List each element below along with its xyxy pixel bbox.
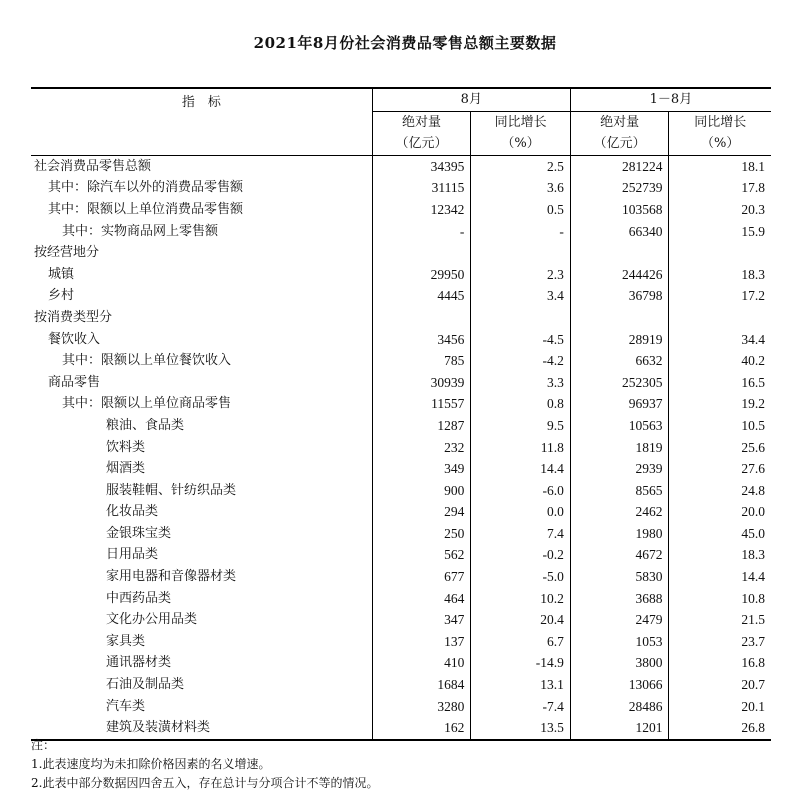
jan-aug-absolute <box>570 307 669 329</box>
august-absolute: 349 <box>372 458 471 480</box>
jan-aug-growth: 20.3 <box>669 199 771 221</box>
august-absolute: 137 <box>372 631 471 653</box>
jan-aug-absolute: 252305 <box>570 372 669 394</box>
period-header-jan-aug: 1－8月 <box>570 88 771 111</box>
table-row <box>31 458 771 480</box>
jan-aug-absolute: 252739 <box>570 177 669 199</box>
august-absolute: 1684 <box>372 674 471 696</box>
august-growth: 3.6 <box>471 177 571 199</box>
jan-aug-growth: 19.2 <box>669 393 771 415</box>
jan-aug-absolute: 281224 <box>570 155 669 177</box>
august-absolute: 162 <box>372 717 471 740</box>
jan-aug-growth: 17.8 <box>669 177 771 199</box>
abs-header-jan-aug <box>570 111 669 155</box>
row-label: 中西药品类 <box>106 590 172 606</box>
table-row <box>31 588 771 610</box>
jan-aug-growth <box>669 242 771 264</box>
row-label: 家用电器和音像器材类 <box>106 569 237 585</box>
august-growth: 10.2 <box>471 588 571 610</box>
august-growth: 9.5 <box>471 415 571 437</box>
august-growth: 0.0 <box>471 501 571 523</box>
jan-aug-absolute: 2479 <box>570 609 669 631</box>
august-absolute: 3280 <box>372 696 471 718</box>
row-label: 服装鞋帽、针纺织品类 <box>106 482 237 498</box>
table-row <box>31 523 771 545</box>
table-row <box>31 221 771 243</box>
jan-aug-absolute: 36798 <box>570 285 669 307</box>
row-label: 粮油、食品类 <box>106 417 185 433</box>
jan-aug-absolute: 8565 <box>570 480 669 502</box>
table-row <box>31 501 771 523</box>
jan-aug-growth: 25.6 <box>669 437 771 459</box>
jan-aug-absolute: 28919 <box>570 329 669 351</box>
table-row <box>31 329 771 351</box>
august-absolute: 1287 <box>372 415 471 437</box>
table-row <box>31 566 771 588</box>
august-absolute <box>372 242 471 264</box>
august-growth: 0.5 <box>471 199 571 221</box>
august-growth <box>471 242 571 264</box>
jan-aug-growth: 10.8 <box>669 588 771 610</box>
august-absolute: - <box>372 221 471 243</box>
jan-aug-absolute: 103568 <box>570 199 669 221</box>
august-growth: -6.0 <box>471 480 571 502</box>
row-label: 其中：限额以上单位消费品零售额 <box>48 201 244 217</box>
row-label: 金银珠宝类 <box>106 525 172 541</box>
growth-header-jan-aug <box>669 111 771 155</box>
table-row <box>31 155 771 177</box>
august-absolute: 562 <box>372 544 471 566</box>
august-absolute: 677 <box>372 566 471 588</box>
row-label: 其中：限额以上单位商品零售 <box>62 396 232 412</box>
row-label: 其中：除汽车以外的消费品零售额 <box>48 180 244 196</box>
jan-aug-growth: 27.6 <box>669 458 771 480</box>
jan-aug-absolute: 2939 <box>570 458 669 480</box>
table-row <box>31 264 771 286</box>
jan-aug-growth: 26.8 <box>669 717 771 740</box>
jan-aug-absolute: 96937 <box>570 393 669 415</box>
jan-aug-absolute: 3688 <box>570 588 669 610</box>
jan-aug-growth: 40.2 <box>669 350 771 372</box>
jan-aug-absolute: 28486 <box>570 696 669 718</box>
growth-header-august <box>471 111 571 155</box>
row-label: 其中：限额以上单位餐饮收入 <box>62 353 232 369</box>
row-label: 建筑及装潢材料类 <box>31 717 372 740</box>
jan-aug-growth: 14.4 <box>669 566 771 588</box>
jan-aug-growth: 15.9 <box>669 221 771 243</box>
august-growth: 3.3 <box>471 372 571 394</box>
august-growth: 0.8 <box>471 393 571 415</box>
jan-aug-growth: 23.7 <box>669 631 771 653</box>
jan-aug-absolute: 1201 <box>570 717 669 740</box>
table-row <box>31 696 771 718</box>
august-absolute: 347 <box>372 609 471 631</box>
footnote-label: 注： <box>31 738 56 752</box>
jan-aug-absolute: 13066 <box>570 674 669 696</box>
row-label: 商品零售 <box>48 374 101 390</box>
jan-aug-growth: 18.3 <box>669 264 771 286</box>
table-row <box>31 544 771 566</box>
august-absolute: 29950 <box>372 264 471 286</box>
jan-aug-absolute: 6632 <box>570 350 669 372</box>
table-row <box>31 307 771 329</box>
jan-aug-growth: 20.1 <box>669 696 771 718</box>
table-row <box>31 350 771 372</box>
jan-aug-growth: 45.0 <box>669 523 771 545</box>
august-growth: -7.4 <box>471 696 571 718</box>
growth-header-line2: （%） <box>501 136 540 152</box>
august-absolute: 294 <box>372 501 471 523</box>
jan-aug-absolute: 2462 <box>570 501 669 523</box>
august-growth <box>471 307 571 329</box>
row-label: 其中：实物商品网上零售额 <box>62 223 219 239</box>
august-absolute: 250 <box>372 523 471 545</box>
row-label: 城镇 <box>48 266 75 282</box>
abs-header-august <box>372 111 471 155</box>
august-growth: 13.5 <box>471 717 571 740</box>
jan-aug-growth: 16.8 <box>669 652 771 674</box>
footnotes <box>31 736 378 793</box>
august-absolute: 410 <box>372 652 471 674</box>
table-row <box>31 631 771 653</box>
table-row <box>31 177 771 199</box>
august-absolute: 464 <box>372 588 471 610</box>
jan-aug-growth: 17.2 <box>669 285 771 307</box>
august-growth: -4.5 <box>471 329 571 351</box>
table-row <box>31 285 771 307</box>
row-label: 餐饮收入 <box>48 331 101 347</box>
table-row <box>31 199 771 221</box>
jan-aug-growth: 21.5 <box>669 609 771 631</box>
jan-aug-absolute: 244426 <box>570 264 669 286</box>
row-label: 家具类 <box>106 633 146 649</box>
row-label: 汽车类 <box>106 698 146 714</box>
table-row <box>31 242 771 264</box>
jan-aug-growth: 34.4 <box>669 329 771 351</box>
table-row <box>31 609 771 631</box>
august-absolute: 3456 <box>372 329 471 351</box>
august-growth: 11.8 <box>471 437 571 459</box>
table-body <box>31 155 771 740</box>
row-label: 社会消费品零售总额 <box>34 158 152 174</box>
page-title: 2021年8月份社会消费品零售总额主要数据 <box>253 34 557 52</box>
august-absolute: 31115 <box>372 177 471 199</box>
row-label: 饮料类 <box>106 439 146 455</box>
row-label: 烟酒类 <box>106 461 146 477</box>
august-absolute: 11557 <box>372 393 471 415</box>
august-growth: 6.7 <box>471 631 571 653</box>
table-row <box>31 372 771 394</box>
jan-aug-absolute <box>570 242 669 264</box>
growth-header-line1: 同比增长 <box>494 114 547 130</box>
jan-aug-growth: 18.1 <box>669 155 771 177</box>
jan-aug-growth: 10.5 <box>669 415 771 437</box>
table-row <box>31 437 771 459</box>
jan-aug-absolute: 1053 <box>570 631 669 653</box>
august-growth: 13.1 <box>471 674 571 696</box>
indicator-header: 指 标 <box>31 88 372 155</box>
row-label: 日用品类 <box>106 547 159 563</box>
jan-aug-absolute: 66340 <box>570 221 669 243</box>
table-row <box>31 652 771 674</box>
august-growth: 14.4 <box>471 458 571 480</box>
jan-aug-growth: 20.0 <box>669 501 771 523</box>
period-header-august: 8月 <box>372 88 570 111</box>
footnote-1: 1.此表速度均为未扣除价格因素的名义增速。 <box>31 757 271 771</box>
abs-header-line1: 绝对量 <box>600 114 640 130</box>
row-label: 乡村 <box>48 288 75 304</box>
abs-header-line2: （亿元） <box>593 136 646 152</box>
august-growth: - <box>471 221 571 243</box>
jan-aug-growth: 18.3 <box>669 544 771 566</box>
row-label: 按经营地分 <box>34 245 100 261</box>
row-label: 按消费类型分 <box>34 309 113 325</box>
august-absolute: 30939 <box>372 372 471 394</box>
august-growth: 2.3 <box>471 264 571 286</box>
august-growth: -0.2 <box>471 544 571 566</box>
august-growth: -5.0 <box>471 566 571 588</box>
august-growth: 20.4 <box>471 609 571 631</box>
august-growth: -14.9 <box>471 652 571 674</box>
august-growth: 7.4 <box>471 523 571 545</box>
august-growth: 3.4 <box>471 285 571 307</box>
jan-aug-absolute: 10563 <box>570 415 669 437</box>
jan-aug-absolute: 4672 <box>570 544 669 566</box>
row-label: 化妆品类 <box>106 504 159 520</box>
jan-aug-growth: 16.5 <box>669 372 771 394</box>
august-absolute: 4445 <box>372 285 471 307</box>
table-row <box>31 674 771 696</box>
abs-header-line1: 绝对量 <box>402 114 442 130</box>
jan-aug-growth: 20.7 <box>669 674 771 696</box>
august-absolute: 34395 <box>372 155 471 177</box>
abs-header-line2: （亿元） <box>395 136 448 152</box>
jan-aug-absolute: 3800 <box>570 652 669 674</box>
row-label: 文化办公用品类 <box>106 612 198 628</box>
august-absolute: 12342 <box>372 199 471 221</box>
table-row <box>31 393 771 415</box>
jan-aug-growth <box>669 307 771 329</box>
growth-header-line1: 同比增长 <box>694 114 747 130</box>
row-label: 石油及制品类 <box>106 677 185 693</box>
august-absolute: 232 <box>372 437 471 459</box>
retail-sales-table <box>31 87 771 741</box>
jan-aug-absolute: 1819 <box>570 437 669 459</box>
jan-aug-absolute: 5830 <box>570 566 669 588</box>
growth-header-line2: （%） <box>701 136 740 152</box>
table-row <box>31 415 771 437</box>
jan-aug-absolute: 1980 <box>570 523 669 545</box>
august-absolute <box>372 307 471 329</box>
august-absolute: 785 <box>372 350 471 372</box>
footnote-2: 2.此表中部分数据因四舍五入，存在总计与分项合计不等的情况。 <box>31 776 379 790</box>
table-row <box>31 480 771 502</box>
header-row-periods <box>31 88 771 111</box>
august-growth: -4.2 <box>471 350 571 372</box>
august-growth: 2.5 <box>471 155 571 177</box>
row-label: 通讯器材类 <box>106 655 172 671</box>
jan-aug-growth: 24.8 <box>669 480 771 502</box>
august-absolute: 900 <box>372 480 471 502</box>
